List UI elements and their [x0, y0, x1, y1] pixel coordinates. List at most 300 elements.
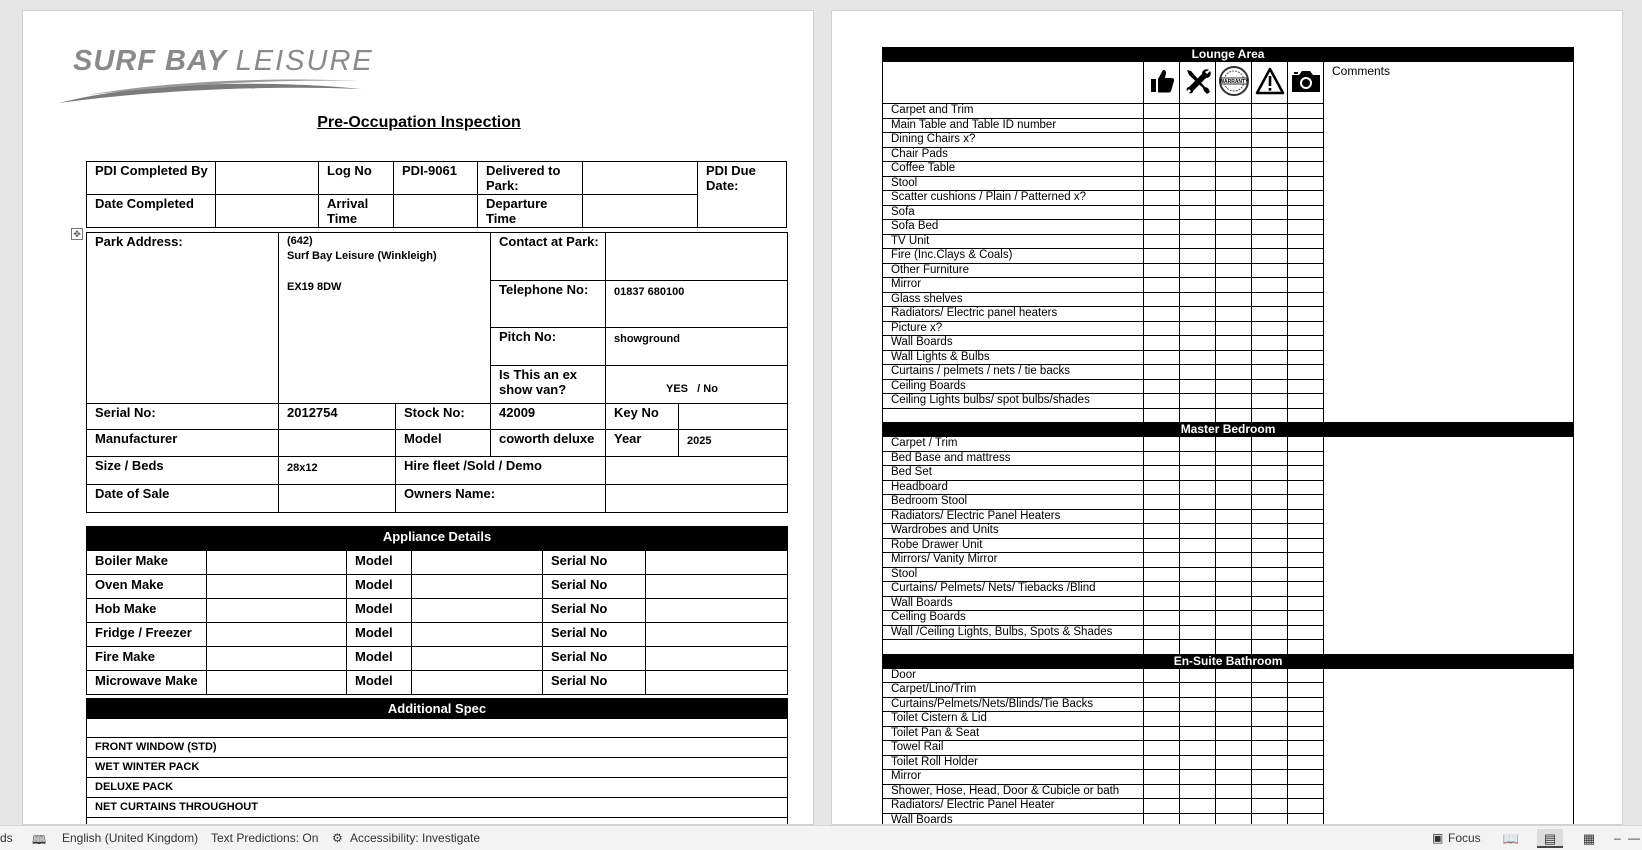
- check-cell[interactable]: [1216, 437, 1252, 452]
- key-no-field[interactable]: [679, 404, 788, 430]
- check-cell[interactable]: [1252, 118, 1288, 133]
- check-cell[interactable]: [1180, 509, 1216, 524]
- check-cell[interactable]: [1180, 162, 1216, 177]
- comments-cell[interactable]: [1324, 437, 1574, 655]
- check-cell[interactable]: [1216, 365, 1252, 380]
- check-cell[interactable]: [1216, 162, 1252, 177]
- check-cell[interactable]: [1216, 697, 1252, 712]
- check-cell[interactable]: [1252, 263, 1288, 278]
- appliance-make-field[interactable]: [207, 623, 347, 647]
- check-cell[interactable]: [1144, 538, 1180, 553]
- check-cell[interactable]: [1216, 813, 1252, 825]
- check-cell[interactable]: [1252, 408, 1288, 423]
- check-cell[interactable]: [1252, 668, 1288, 683]
- check-cell[interactable]: [1216, 640, 1252, 655]
- check-cell[interactable]: [1180, 104, 1216, 119]
- check-cell[interactable]: [1144, 495, 1180, 510]
- check-cell[interactable]: [1144, 770, 1180, 785]
- check-cell[interactable]: [1252, 220, 1288, 235]
- check-cell[interactable]: [1252, 394, 1288, 409]
- check-cell[interactable]: [1216, 582, 1252, 597]
- check-cell[interactable]: [1288, 625, 1324, 640]
- check-cell[interactable]: [1216, 683, 1252, 698]
- check-cell[interactable]: [1144, 611, 1180, 626]
- check-cell[interactable]: [1252, 770, 1288, 785]
- check-cell[interactable]: [1288, 640, 1324, 655]
- check-cell[interactable]: [1216, 147, 1252, 162]
- check-cell[interactable]: [1252, 495, 1288, 510]
- check-cell[interactable]: [1180, 408, 1216, 423]
- check-cell[interactable]: [1288, 408, 1324, 423]
- owners-name-field[interactable]: [606, 485, 788, 513]
- check-cell[interactable]: [1180, 799, 1216, 814]
- check-cell[interactable]: [1288, 104, 1324, 119]
- check-cell[interactable]: [1144, 668, 1180, 683]
- serial-no-value[interactable]: 2012754: [279, 404, 396, 430]
- check-cell[interactable]: [1252, 307, 1288, 322]
- check-cell[interactable]: [1252, 480, 1288, 495]
- check-cell[interactable]: [1252, 451, 1288, 466]
- telephone-value[interactable]: 01837 680100: [606, 281, 788, 328]
- check-cell[interactable]: [1288, 668, 1324, 683]
- check-cell[interactable]: [1288, 147, 1324, 162]
- manufacturer-field[interactable]: [279, 430, 396, 457]
- appliance-model-field[interactable]: [412, 671, 543, 695]
- check-cell[interactable]: [1288, 538, 1324, 553]
- check-cell[interactable]: [1288, 582, 1324, 597]
- appliance-make-field[interactable]: [207, 647, 347, 671]
- check-cell[interactable]: [1252, 813, 1288, 825]
- appliance-make-field[interactable]: [207, 671, 347, 695]
- check-cell[interactable]: [1252, 553, 1288, 568]
- check-cell[interactable]: [1180, 176, 1216, 191]
- check-cell[interactable]: [1180, 466, 1216, 481]
- check-cell[interactable]: [1252, 205, 1288, 220]
- check-cell[interactable]: [1180, 307, 1216, 322]
- check-cell[interactable]: [1144, 365, 1180, 380]
- check-cell[interactable]: [1216, 278, 1252, 293]
- print-layout-view-icon[interactable]: ▤: [1537, 829, 1563, 848]
- check-cell[interactable]: [1216, 394, 1252, 409]
- check-cell[interactable]: [1180, 697, 1216, 712]
- check-cell[interactable]: [1252, 640, 1288, 655]
- appliance-model-field[interactable]: [412, 575, 543, 599]
- additional-spec-blank-row[interactable]: [87, 719, 788, 738]
- check-cell[interactable]: [1144, 350, 1180, 365]
- check-cell[interactable]: [1288, 205, 1324, 220]
- check-cell[interactable]: [1252, 321, 1288, 336]
- check-cell[interactable]: [1288, 379, 1324, 394]
- arrival-time-field[interactable]: [394, 195, 478, 228]
- ex-show-van-value[interactable]: YES / No: [606, 366, 788, 404]
- comments-cell[interactable]: [1324, 62, 1574, 423]
- check-cell[interactable]: [1180, 495, 1216, 510]
- check-cell[interactable]: [1180, 249, 1216, 264]
- text-predictions-indicator[interactable]: Text Predictions: On: [211, 831, 319, 845]
- check-cell[interactable]: [1288, 813, 1324, 825]
- comments-cell[interactable]: [1324, 668, 1574, 825]
- check-cell[interactable]: [1144, 191, 1180, 206]
- zoom-out-icon[interactable]: –: [1614, 831, 1621, 845]
- appliance-model-field[interactable]: [412, 599, 543, 623]
- check-cell[interactable]: [1180, 712, 1216, 727]
- check-cell[interactable]: [1288, 394, 1324, 409]
- date-of-sale-field[interactable]: [279, 485, 396, 513]
- check-cell[interactable]: [1216, 336, 1252, 351]
- web-layout-view-icon[interactable]: ▦: [1582, 831, 1596, 846]
- check-cell[interactable]: [1288, 234, 1324, 249]
- check-cell[interactable]: [1252, 133, 1288, 148]
- check-cell[interactable]: [1180, 784, 1216, 799]
- proofing-icon[interactable]: 🕮: [32, 833, 47, 847]
- additional-spec-blank-row[interactable]: [87, 818, 788, 826]
- check-cell[interactable]: [1216, 451, 1252, 466]
- check-cell[interactable]: [1216, 726, 1252, 741]
- check-cell[interactable]: [1288, 755, 1324, 770]
- check-cell[interactable]: [1144, 466, 1180, 481]
- check-cell[interactable]: [1180, 234, 1216, 249]
- contact-at-park-field[interactable]: [606, 233, 788, 281]
- check-cell[interactable]: [1216, 611, 1252, 626]
- check-cell[interactable]: [1144, 451, 1180, 466]
- check-cell[interactable]: [1288, 249, 1324, 264]
- appliance-serial-field[interactable]: [646, 671, 788, 695]
- check-cell[interactable]: [1216, 350, 1252, 365]
- check-cell[interactable]: [1180, 538, 1216, 553]
- blank-item-cell[interactable]: [883, 640, 1144, 655]
- check-cell[interactable]: [1180, 437, 1216, 452]
- check-cell[interactable]: [1144, 582, 1180, 597]
- model-value[interactable]: coworth deluxe: [491, 430, 606, 457]
- check-cell[interactable]: [1252, 176, 1288, 191]
- check-cell[interactable]: [1180, 451, 1216, 466]
- check-cell[interactable]: [1216, 538, 1252, 553]
- size-beds-value[interactable]: 28x12: [279, 457, 396, 485]
- check-cell[interactable]: [1252, 379, 1288, 394]
- check-cell[interactable]: [1144, 741, 1180, 756]
- delivered-field[interactable]: [583, 162, 698, 195]
- check-cell[interactable]: [1288, 336, 1324, 351]
- check-cell[interactable]: [1216, 408, 1252, 423]
- check-cell[interactable]: [1144, 118, 1180, 133]
- check-cell[interactable]: [1288, 278, 1324, 293]
- check-cell[interactable]: [1180, 321, 1216, 336]
- check-cell[interactable]: [1288, 567, 1324, 582]
- appliance-model-field[interactable]: [412, 647, 543, 671]
- departure-time-field[interactable]: [583, 195, 698, 228]
- appliance-model-field[interactable]: [412, 623, 543, 647]
- check-cell[interactable]: [1216, 176, 1252, 191]
- blank-item-cell[interactable]: [883, 408, 1144, 423]
- appliance-make-field[interactable]: [207, 599, 347, 623]
- check-cell[interactable]: [1144, 726, 1180, 741]
- appliance-serial-field[interactable]: [646, 575, 788, 599]
- check-cell[interactable]: [1252, 611, 1288, 626]
- check-cell[interactable]: [1180, 205, 1216, 220]
- check-cell[interactable]: [1288, 365, 1324, 380]
- check-cell[interactable]: [1144, 509, 1180, 524]
- check-cell[interactable]: [1252, 365, 1288, 380]
- check-cell[interactable]: [1288, 133, 1324, 148]
- check-cell[interactable]: [1252, 249, 1288, 264]
- check-cell[interactable]: [1144, 408, 1180, 423]
- date-completed-field[interactable]: [216, 195, 319, 228]
- check-cell[interactable]: [1144, 567, 1180, 582]
- check-cell[interactable]: [1288, 712, 1324, 727]
- check-cell[interactable]: [1144, 220, 1180, 235]
- check-cell[interactable]: [1252, 292, 1288, 307]
- check-cell[interactable]: [1180, 480, 1216, 495]
- check-cell[interactable]: [1216, 524, 1252, 539]
- hire-fleet-field[interactable]: [606, 457, 788, 485]
- check-cell[interactable]: [1180, 394, 1216, 409]
- check-cell[interactable]: [1144, 379, 1180, 394]
- check-cell[interactable]: [1216, 625, 1252, 640]
- check-cell[interactable]: [1144, 234, 1180, 249]
- park-address-value[interactable]: (642) Surf Bay Leisure (Winkleigh) EX19 8DW: [279, 233, 491, 404]
- additional-spec-item[interactable]: NET CURTAINS THROUGHOUT: [87, 798, 788, 818]
- check-cell[interactable]: [1216, 249, 1252, 264]
- check-cell[interactable]: [1180, 755, 1216, 770]
- check-cell[interactable]: [1180, 683, 1216, 698]
- check-cell[interactable]: [1216, 770, 1252, 785]
- check-cell[interactable]: [1216, 755, 1252, 770]
- accessibility-indicator[interactable]: Accessibility: Investigate: [350, 831, 481, 845]
- check-cell[interactable]: [1288, 307, 1324, 322]
- check-cell[interactable]: [1180, 336, 1216, 351]
- check-cell[interactable]: [1216, 567, 1252, 582]
- check-cell[interactable]: [1180, 379, 1216, 394]
- check-cell[interactable]: [1144, 176, 1180, 191]
- check-cell[interactable]: [1216, 292, 1252, 307]
- check-cell[interactable]: [1216, 784, 1252, 799]
- check-cell[interactable]: [1144, 263, 1180, 278]
- check-cell[interactable]: [1144, 784, 1180, 799]
- check-cell[interactable]: [1252, 162, 1288, 177]
- check-cell[interactable]: [1144, 625, 1180, 640]
- check-cell[interactable]: [1288, 524, 1324, 539]
- pitch-no-value[interactable]: showground: [606, 328, 788, 366]
- check-cell[interactable]: [1252, 784, 1288, 799]
- check-cell[interactable]: [1180, 524, 1216, 539]
- check-cell[interactable]: [1252, 712, 1288, 727]
- appliance-serial-field[interactable]: [646, 551, 788, 575]
- check-cell[interactable]: [1252, 538, 1288, 553]
- appliance-make-field[interactable]: [207, 575, 347, 599]
- check-cell[interactable]: [1288, 451, 1324, 466]
- check-cell[interactable]: [1252, 104, 1288, 119]
- check-cell[interactable]: [1216, 104, 1252, 119]
- check-cell[interactable]: [1180, 611, 1216, 626]
- check-cell[interactable]: [1180, 191, 1216, 206]
- year-value[interactable]: 2025: [679, 430, 788, 457]
- check-cell[interactable]: [1144, 755, 1180, 770]
- check-cell[interactable]: [1252, 524, 1288, 539]
- check-cell[interactable]: [1180, 292, 1216, 307]
- check-cell[interactable]: [1216, 205, 1252, 220]
- log-no-value[interactable]: PDI-9061: [394, 162, 478, 195]
- check-cell[interactable]: [1144, 104, 1180, 119]
- check-cell[interactable]: [1288, 292, 1324, 307]
- check-cell[interactable]: [1144, 147, 1180, 162]
- check-cell[interactable]: [1216, 133, 1252, 148]
- zoom-slider-track[interactable]: —: [1628, 831, 1640, 845]
- table-move-handle-icon[interactable]: ✥: [71, 228, 83, 240]
- check-cell[interactable]: [1216, 263, 1252, 278]
- additional-spec-item[interactable]: WET WINTER PACK: [87, 758, 788, 778]
- check-cell[interactable]: [1252, 726, 1288, 741]
- check-cell[interactable]: [1288, 596, 1324, 611]
- check-cell[interactable]: [1180, 350, 1216, 365]
- check-cell[interactable]: [1216, 191, 1252, 206]
- language-indicator[interactable]: English (United Kingdom): [62, 831, 199, 845]
- check-cell[interactable]: [1288, 784, 1324, 799]
- focus-mode-button[interactable]: Focus: [1448, 831, 1481, 845]
- check-cell[interactable]: [1180, 625, 1216, 640]
- check-cell[interactable]: [1144, 278, 1180, 293]
- check-cell[interactable]: [1288, 697, 1324, 712]
- check-cell[interactable]: [1288, 162, 1324, 177]
- check-cell[interactable]: [1288, 611, 1324, 626]
- appliance-serial-field[interactable]: [646, 599, 788, 623]
- word-count-fragment[interactable]: ds: [0, 831, 13, 845]
- check-cell[interactable]: [1216, 596, 1252, 611]
- check-cell[interactable]: [1180, 726, 1216, 741]
- check-cell[interactable]: [1180, 220, 1216, 235]
- additional-spec-item[interactable]: FRONT WINDOW (STD): [87, 738, 788, 758]
- check-cell[interactable]: [1252, 350, 1288, 365]
- check-cell[interactable]: [1252, 596, 1288, 611]
- check-cell[interactable]: [1288, 799, 1324, 814]
- focus-icon[interactable]: ▣: [1432, 831, 1444, 845]
- check-cell[interactable]: [1288, 263, 1324, 278]
- check-cell[interactable]: [1144, 683, 1180, 698]
- check-cell[interactable]: [1144, 336, 1180, 351]
- check-cell[interactable]: [1180, 813, 1216, 825]
- check-cell[interactable]: [1216, 553, 1252, 568]
- appliance-serial-field[interactable]: [646, 647, 788, 671]
- check-cell[interactable]: [1180, 596, 1216, 611]
- check-cell[interactable]: [1252, 147, 1288, 162]
- check-cell[interactable]: [1216, 712, 1252, 727]
- check-cell[interactable]: [1180, 741, 1216, 756]
- check-cell[interactable]: [1252, 509, 1288, 524]
- check-cell[interactable]: [1288, 321, 1324, 336]
- appliance-serial-field[interactable]: [646, 623, 788, 647]
- check-cell[interactable]: [1216, 234, 1252, 249]
- pdi-completed-by-field[interactable]: [216, 162, 319, 195]
- check-cell[interactable]: [1180, 147, 1216, 162]
- check-cell[interactable]: [1180, 582, 1216, 597]
- check-cell[interactable]: [1180, 278, 1216, 293]
- check-cell[interactable]: [1216, 509, 1252, 524]
- check-cell[interactable]: [1288, 741, 1324, 756]
- check-cell[interactable]: [1144, 321, 1180, 336]
- check-cell[interactable]: [1252, 191, 1288, 206]
- check-cell[interactable]: [1288, 437, 1324, 452]
- check-cell[interactable]: [1288, 726, 1324, 741]
- check-cell[interactable]: [1144, 697, 1180, 712]
- check-cell[interactable]: [1252, 755, 1288, 770]
- check-cell[interactable]: [1252, 234, 1288, 249]
- check-cell[interactable]: [1180, 640, 1216, 655]
- appliance-make-field[interactable]: [207, 551, 347, 575]
- check-cell[interactable]: [1216, 220, 1252, 235]
- check-cell[interactable]: [1288, 770, 1324, 785]
- check-cell[interactable]: [1288, 683, 1324, 698]
- check-cell[interactable]: [1144, 292, 1180, 307]
- check-cell[interactable]: [1144, 480, 1180, 495]
- check-cell[interactable]: [1144, 307, 1180, 322]
- check-cell[interactable]: [1252, 582, 1288, 597]
- check-cell[interactable]: [1216, 321, 1252, 336]
- check-cell[interactable]: [1252, 625, 1288, 640]
- check-cell[interactable]: [1180, 668, 1216, 683]
- check-cell[interactable]: [1288, 220, 1324, 235]
- check-cell[interactable]: [1288, 495, 1324, 510]
- check-cell[interactable]: [1180, 263, 1216, 278]
- check-cell[interactable]: [1288, 509, 1324, 524]
- appliance-model-field[interactable]: [412, 551, 543, 575]
- check-cell[interactable]: [1216, 379, 1252, 394]
- check-cell[interactable]: [1288, 118, 1324, 133]
- check-cell[interactable]: [1216, 118, 1252, 133]
- check-cell[interactable]: [1252, 278, 1288, 293]
- check-cell[interactable]: [1144, 813, 1180, 825]
- check-cell[interactable]: [1252, 683, 1288, 698]
- check-cell[interactable]: [1144, 437, 1180, 452]
- check-cell[interactable]: [1180, 770, 1216, 785]
- check-cell[interactable]: [1144, 596, 1180, 611]
- check-cell[interactable]: [1216, 495, 1252, 510]
- check-cell[interactable]: [1144, 205, 1180, 220]
- check-cell[interactable]: [1216, 668, 1252, 683]
- stock-no-value[interactable]: 42009: [491, 404, 606, 430]
- check-cell[interactable]: [1252, 799, 1288, 814]
- check-cell[interactable]: [1144, 640, 1180, 655]
- check-cell[interactable]: [1144, 712, 1180, 727]
- check-cell[interactable]: [1252, 336, 1288, 351]
- check-cell[interactable]: [1144, 162, 1180, 177]
- check-cell[interactable]: [1216, 466, 1252, 481]
- check-cell[interactable]: [1288, 191, 1324, 206]
- check-cell[interactable]: [1180, 365, 1216, 380]
- check-cell[interactable]: [1180, 118, 1216, 133]
- additional-spec-item[interactable]: DELUXE PACK: [87, 778, 788, 798]
- check-cell[interactable]: [1252, 697, 1288, 712]
- check-cell[interactable]: [1216, 799, 1252, 814]
- check-cell[interactable]: [1144, 249, 1180, 264]
- check-cell[interactable]: [1180, 133, 1216, 148]
- accessibility-icon[interactable]: ⚙: [332, 831, 343, 845]
- check-cell[interactable]: [1288, 466, 1324, 481]
- check-cell[interactable]: [1144, 799, 1180, 814]
- check-cell[interactable]: [1144, 133, 1180, 148]
- check-cell[interactable]: [1180, 567, 1216, 582]
- check-cell[interactable]: [1252, 466, 1288, 481]
- check-cell[interactable]: [1288, 176, 1324, 191]
- check-cell[interactable]: [1288, 480, 1324, 495]
- check-cell[interactable]: [1252, 741, 1288, 756]
- check-cell[interactable]: [1216, 307, 1252, 322]
- check-cell[interactable]: [1144, 524, 1180, 539]
- check-cell[interactable]: [1144, 553, 1180, 568]
- check-cell[interactable]: [1216, 741, 1252, 756]
- check-cell[interactable]: [1252, 567, 1288, 582]
- read-mode-view-icon[interactable]: 📖: [1502, 831, 1520, 846]
- check-cell[interactable]: [1288, 350, 1324, 365]
- check-cell[interactable]: [1252, 437, 1288, 452]
